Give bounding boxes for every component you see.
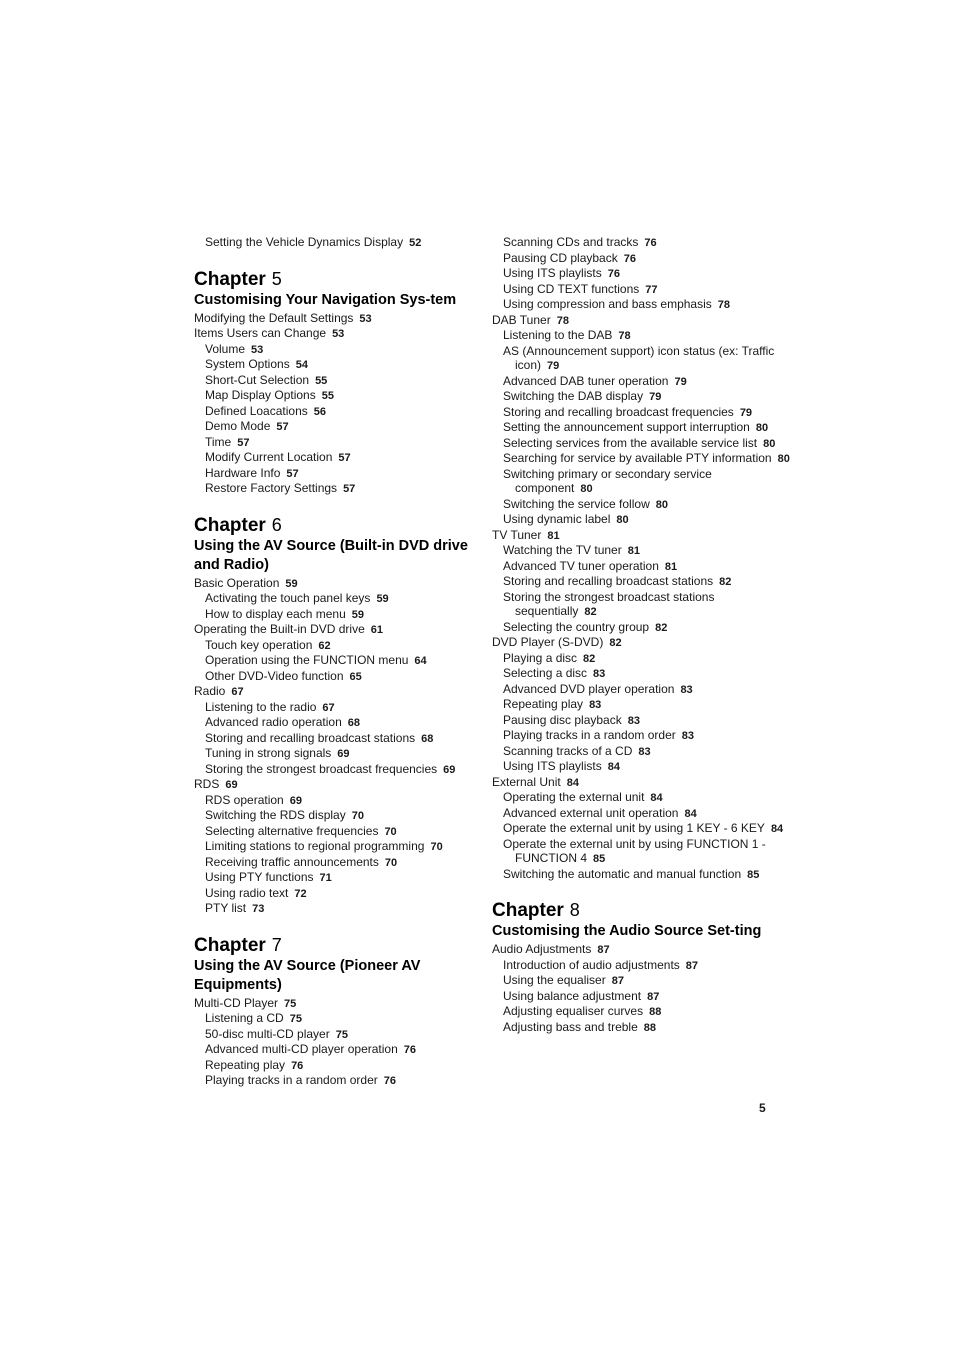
- toc-subsection-entry[interactable]: [492, 451, 792, 467]
- chapter-word: Chapter: [492, 900, 564, 921]
- toc-entry-label: Advanced TV tuner operation: [503, 558, 659, 573]
- toc-page-number: 77: [645, 283, 658, 296]
- toc-subsection-entry[interactable]: [194, 855, 494, 871]
- toc-page-number: 69: [289, 794, 302, 807]
- toc-entry-label: Storing the strongest broadcast stations sequentially: [503, 589, 715, 618]
- toc-page-number: 69: [337, 748, 350, 760]
- toc-entry-label: RDS: [194, 777, 220, 791]
- toc-subsection-entry[interactable]: [492, 266, 792, 282]
- toc-entry-label: Receiving traffic announcements: [205, 854, 379, 869]
- toc-subsection-entry[interactable]: [194, 669, 494, 685]
- toc-page-number: 75: [289, 1013, 302, 1025]
- toc-page-number: 81: [547, 529, 560, 542]
- toc-page-number: 73: [252, 903, 265, 915]
- toc-section-entry[interactable]: [492, 775, 792, 791]
- toc-subsection-entry[interactable]: [194, 808, 494, 824]
- toc-entry-label: Pausing disc playback: [503, 712, 622, 727]
- toc-entry-label: Using dynamic label: [503, 512, 611, 526]
- toc-page-number: 59: [351, 608, 364, 621]
- toc-page-number: 57: [343, 483, 356, 495]
- toc-page-number: 57: [276, 421, 289, 433]
- toc-subsection-entry[interactable]: [194, 793, 494, 809]
- toc-entry-label: Using ITS playlists: [503, 266, 602, 280]
- toc-subsection-entry[interactable]: [492, 559, 792, 575]
- toc-entry-label: Radio: [194, 684, 226, 698]
- toc-entry-label: PTY list: [205, 901, 247, 915]
- chapter-heading: [194, 268, 494, 291]
- toc-entry-label: How to display each menu: [205, 606, 346, 621]
- toc-subsection-entry[interactable]: [492, 282, 792, 298]
- toc-page-number: 72: [294, 887, 307, 900]
- toc-page-number: 56: [313, 405, 326, 418]
- toc-subsection-entry[interactable]: [194, 419, 494, 435]
- toc-page-number: 83: [593, 668, 606, 680]
- page-number: 5: [759, 1101, 766, 1115]
- toc-page-number: 67: [231, 686, 244, 698]
- toc-subsection-entry[interactable]: [492, 574, 792, 590]
- chapter-heading: [194, 514, 494, 537]
- toc-page-number: 79: [547, 360, 560, 372]
- toc-subsection-entry[interactable]: [492, 728, 792, 744]
- toc-subsection-entry[interactable]: [492, 989, 792, 1005]
- toc-subsection-entry[interactable]: [194, 481, 494, 497]
- toc-page-number: 82: [655, 621, 668, 634]
- toc-subsection-entry[interactable]: [492, 697, 792, 713]
- toc-entry-label: Listening to the radio: [205, 699, 317, 714]
- toc-entry-label: Switching the RDS display: [205, 808, 346, 822]
- toc-subsection-entry[interactable]: [194, 870, 494, 886]
- toc-page-number: 81: [627, 545, 640, 557]
- toc-entry-label: Introduction of audio adjustments: [503, 957, 680, 972]
- toc-entry-label: Switching the service follow: [503, 496, 650, 511]
- toc-subsection-entry[interactable]: [492, 837, 792, 867]
- toc-entry-label: Tuning in strong signals: [205, 746, 332, 760]
- toc-page-number: 54: [295, 359, 308, 371]
- toc-entry-label: Playing a disc: [503, 650, 578, 665]
- toc-subsection-entry[interactable]: [492, 297, 792, 313]
- toc-entry-label: Multi-CD Player: [194, 995, 279, 1010]
- toc-subsection-entry[interactable]: [492, 958, 792, 974]
- toc-page-number: 59: [285, 577, 298, 590]
- toc-subsection-entry[interactable]: [194, 638, 494, 654]
- chapter-number: 8: [569, 900, 580, 920]
- toc-page-number: 80: [777, 453, 790, 465]
- toc-entry-label: Listening to the DAB: [503, 328, 613, 342]
- toc-entry-label: Storing and recalling broadcast frequencies: [503, 404, 734, 419]
- toc-subsection-entry[interactable]: [492, 806, 792, 822]
- toc-entry-label: Advanced multi-CD player operation: [205, 1042, 398, 1056]
- toc-subsection-entry[interactable]: [194, 731, 494, 747]
- toc-entry-label: Items Users can Change: [194, 326, 327, 340]
- toc-subsection-entry[interactable]: [492, 590, 792, 620]
- toc-subsection-entry[interactable]: [194, 746, 494, 762]
- toc-entry-label: Scanning tracks of a CD: [503, 743, 633, 758]
- toc-section-entry[interactable]: [194, 777, 494, 793]
- toc-section-entry[interactable]: [492, 635, 792, 651]
- toc-page-number: 82: [583, 652, 596, 665]
- toc-page-number: 75: [335, 1028, 348, 1041]
- toc-page-number: 88: [643, 1021, 657, 1034]
- toc-subsection-entry[interactable]: [492, 512, 792, 528]
- toc-page-number: 84: [684, 807, 697, 820]
- toc-page-number: 70: [430, 841, 443, 853]
- toc-subsection-entry[interactable]: [194, 839, 494, 855]
- toc-entry-label: Modifying the Default Settings: [194, 310, 354, 325]
- toc-page-number: 76: [403, 1044, 417, 1056]
- toc-page-number: 80: [580, 483, 593, 495]
- toc-page-number: 84: [650, 792, 663, 804]
- toc-entry-label: Adjusting bass and treble: [503, 1019, 638, 1034]
- toc-subsection-entry[interactable]: [194, 1073, 494, 1089]
- chapter-spacer: [492, 882, 792, 899]
- toc-entry-label: AS (Announcement support) icon status (ex: Traffic icon): [503, 343, 775, 372]
- chapter-spacer: [194, 917, 494, 934]
- toc-subsection-entry[interactable]: [492, 420, 792, 436]
- chapter-word: Chapter: [194, 268, 266, 290]
- toc-subsection-entry[interactable]: [194, 715, 494, 731]
- toc-subsection-entry[interactable]: [194, 824, 494, 840]
- toc-subsection-entry[interactable]: [194, 1011, 494, 1027]
- toc-entry-label: Limiting stations to regional programming: [205, 839, 425, 853]
- toc-entry-label: Modify Current Location: [205, 450, 333, 464]
- toc-subsection-entry[interactable]: [194, 901, 494, 917]
- toc-subsection-entry[interactable]: [492, 436, 792, 452]
- toc-subsection-entry[interactable]: [492, 251, 792, 267]
- toc-page-number: 80: [763, 437, 776, 450]
- toc-entry-label: Using PTY functions: [205, 870, 314, 884]
- toc-subsection-entry[interactable]: [492, 744, 792, 760]
- toc-page-number: 83: [627, 714, 640, 727]
- toc-subsection-entry[interactable]: [194, 450, 494, 466]
- toc-subsection-entry[interactable]: [194, 373, 494, 389]
- toc-page-number: 55: [321, 390, 334, 402]
- toc-subsection-entry[interactable]: [194, 1027, 494, 1043]
- toc-subsection-entry[interactable]: [194, 886, 494, 902]
- toc-page-number: 82: [719, 576, 732, 588]
- toc-page-number: 85: [593, 853, 606, 865]
- toc-subsection-entry[interactable]: [194, 591, 494, 607]
- toc-page-number: 87: [611, 975, 624, 987]
- toc-page-number: 68: [347, 717, 361, 729]
- toc-page-number: 57: [338, 452, 351, 464]
- toc-entry-label: Basic Operation: [194, 575, 280, 590]
- toc-section-entry[interactable]: [492, 942, 792, 958]
- toc-entry-label: Selecting a disc: [503, 666, 588, 680]
- toc-right-column: [492, 235, 792, 1035]
- chapter-title: Using the AV Source (Pioneer AV Equipments): [194, 957, 421, 993]
- chapter-spacer: [194, 251, 494, 268]
- toc-page-number: 81: [664, 560, 678, 573]
- toc-entry-label: Setting the announcement support interruption: [503, 420, 750, 434]
- toc-subsection-entry[interactable]: [492, 651, 792, 667]
- toc-entry-label: Listening a CD: [205, 1011, 284, 1025]
- toc-subsection-entry[interactable]: [492, 759, 792, 775]
- toc-entry-label: Touch key operation: [205, 637, 313, 652]
- toc-subsection-entry[interactable]: [492, 666, 792, 682]
- toc-entry-label: DVD Player (S-DVD): [492, 635, 604, 649]
- toc-page-number: 65: [349, 670, 362, 683]
- toc-entry-label: Operate the external unit by using 1 KEY - 6 KEY: [503, 821, 765, 835]
- toc-entry-label: Storing the strongest broadcast frequencies: [205, 761, 438, 776]
- toc-page-number: 53: [251, 343, 264, 356]
- toc-subsection-entry[interactable]: [194, 466, 494, 482]
- toc-entry-label: TV Tuner: [492, 527, 542, 542]
- toc-entry-label: Selecting the country group: [503, 619, 650, 634]
- toc-subsection-entry[interactable]: [194, 342, 494, 358]
- toc-entry-label: Switching the automatic and manual function: [503, 866, 742, 881]
- toc-section-entry[interactable]: [194, 326, 494, 342]
- toc-entry-label: Scanning CDs and tracks: [503, 235, 639, 249]
- toc-page-number: 76: [383, 1075, 396, 1087]
- toc-page-number: 84: [770, 823, 784, 835]
- toc-subsection-entry[interactable]: [492, 1004, 792, 1020]
- toc-entry-label: External Unit: [492, 774, 561, 789]
- toc-subsection-entry[interactable]: [492, 405, 792, 421]
- toc-subsection-entry[interactable]: [492, 344, 792, 374]
- toc-page-number: 68: [421, 732, 434, 745]
- toc-page-number: 70: [384, 825, 397, 838]
- toc-entry-label: Switching the DAB display: [503, 389, 644, 403]
- toc-entry-label: Audio Adjustments: [492, 942, 592, 956]
- toc-page-number: 88: [649, 1006, 662, 1018]
- toc-entry-label: Map Display Options: [205, 388, 316, 402]
- toc-subsection-entry[interactable]: [492, 235, 792, 251]
- toc-entry-label: Repeating play: [205, 1057, 286, 1072]
- toc-entry-label: Defined Loacations: [205, 403, 308, 418]
- toc-entry-label: Activating the touch panel keys: [205, 591, 371, 605]
- toc-entry-label: DAB Tuner: [492, 312, 551, 327]
- toc-entry-label: Advanced DAB tuner operation: [503, 373, 669, 388]
- toc-page-number: 84: [566, 776, 579, 789]
- toc-section-entry[interactable]: [194, 311, 494, 327]
- chapter-number: 7: [271, 934, 282, 955]
- toc-entry-label: Selecting services from the available service list: [503, 435, 758, 450]
- toc-entry-label: Selecting alternative frequencies: [205, 823, 379, 838]
- toc-page-number: 53: [332, 328, 345, 340]
- toc-page-number: 87: [597, 944, 610, 956]
- toc-entry-label: Storing and recalling broadcast stations: [205, 730, 416, 745]
- toc-page-number: 79: [674, 375, 687, 388]
- toc-entry-label: Using radio text: [205, 885, 289, 900]
- toc-page-number: 83: [638, 745, 651, 758]
- toc-entry-label: Using the equaliser: [503, 973, 606, 987]
- toc-entry-label: Repeating play: [503, 697, 584, 711]
- toc-subsection-entry[interactable]: [492, 682, 792, 698]
- chapter-number: 5: [271, 268, 282, 289]
- toc-entry-label: Using compression and bass emphasis: [503, 297, 712, 311]
- toc-subsection-entry[interactable]: [194, 388, 494, 404]
- toc-subsection-entry[interactable]: [194, 653, 494, 669]
- toc-page-number: 52: [409, 237, 422, 249]
- chapter-word: Chapter: [194, 514, 266, 536]
- chapter-word: Chapter: [194, 934, 266, 956]
- toc-subsection-entry[interactable]: [194, 357, 494, 373]
- toc-subsection-entry[interactable]: [492, 713, 792, 729]
- toc-section-entry[interactable]: [194, 576, 494, 592]
- toc-left-column: [194, 235, 494, 1089]
- toc-subsection-entry[interactable]: [492, 973, 792, 989]
- toc-page-number: 78: [556, 314, 569, 327]
- toc-page-number: 83: [680, 683, 693, 696]
- toc-entry-label: Operating the Built-in DVD drive: [194, 622, 365, 636]
- chapter-title: Customising the Audio Source Set-ting: [492, 923, 762, 939]
- toc-entry-label: Hardware Info: [205, 465, 281, 480]
- toc-subsection-entry[interactable]: [194, 762, 494, 778]
- toc-entry-label: RDS operation: [205, 792, 284, 807]
- toc-page-number: 62: [318, 639, 331, 652]
- toc-subsection-entry[interactable]: [194, 435, 494, 451]
- toc-page-number: 61: [370, 624, 383, 636]
- toc-page-number: 83: [589, 699, 602, 711]
- chapter-number: 6: [271, 514, 282, 535]
- toc-subsection-entry[interactable]: [194, 1042, 494, 1058]
- toc-page-number: 79: [649, 391, 662, 403]
- toc-section-entry[interactable]: [492, 313, 792, 329]
- toc-page-number: 55: [315, 374, 328, 387]
- toc-entry-label: Short-Cut Selection: [205, 372, 310, 387]
- toc-entry-label: Other DVD-Video function: [205, 668, 344, 683]
- toc-section-entry[interactable]: [194, 684, 494, 700]
- toc-subsection-entry[interactable]: [492, 867, 792, 883]
- toc-entry-label: Pausing CD playback: [503, 250, 618, 265]
- toc-page-number: 82: [609, 637, 622, 649]
- toc-entry-label: System Options: [205, 357, 290, 371]
- toc-subsection-entry[interactable]: [194, 607, 494, 623]
- toc-subsection-entry[interactable]: [492, 467, 792, 497]
- toc-entry-label: Advanced radio operation: [205, 715, 342, 729]
- toc-section-entry[interactable]: [194, 622, 494, 638]
- toc-entry-label: Operating the external unit: [503, 790, 645, 804]
- toc-page-number: 64: [414, 655, 427, 667]
- toc-subsection-entry[interactable]: [194, 1058, 494, 1074]
- toc-page-number: 71: [319, 872, 332, 884]
- toc-subsection-entry[interactable]: [492, 497, 792, 513]
- toc-subsection-entry[interactable]: [492, 620, 792, 636]
- toc-page-number: 70: [351, 810, 364, 822]
- toc-entry-label: Using ITS playlists: [503, 759, 602, 773]
- toc-page-number: 76: [607, 268, 620, 280]
- toc-page-number: 82: [584, 606, 597, 618]
- toc-subsection-entry[interactable]: [492, 821, 792, 837]
- toc-entry-label: Playing tracks in a random order: [205, 1073, 378, 1087]
- toc-page-number: 76: [291, 1059, 304, 1072]
- toc-entry-label: Advanced external unit operation: [503, 805, 679, 820]
- toc-page-number: 78: [717, 299, 731, 311]
- toc-page-number: 80: [616, 514, 629, 526]
- toc-entry-label: Setting the Vehicle Dynamics Display: [205, 235, 404, 249]
- toc-page-number: 87: [685, 959, 699, 972]
- chapter-heading: [194, 934, 494, 957]
- toc-entry-label: Volume: [205, 341, 246, 356]
- toc-page-number: 69: [443, 763, 456, 776]
- toc-entry-label: Storing and recalling broadcast stations: [503, 574, 714, 588]
- toc-page-number: 59: [376, 593, 389, 605]
- toc-entry-label: 50-disc multi-CD player: [205, 1026, 330, 1041]
- toc-page-number: 67: [322, 701, 335, 714]
- toc-page-number: 53: [359, 312, 372, 325]
- toc-subsection-entry[interactable]: [492, 1020, 792, 1036]
- toc-entry-label: Advanced DVD player operation: [503, 681, 675, 696]
- toc-entry-label: Time: [205, 434, 232, 449]
- toc-entry-label: Using balance adjustment: [503, 988, 642, 1003]
- toc-entry-label: Adjusting equaliser curves: [503, 1004, 644, 1018]
- toc-page-number: 76: [623, 252, 636, 265]
- toc-entry-label: Restore Factory Settings: [205, 481, 338, 495]
- toc-entry-label: Operate the external unit by using FUNCTION 1 - FUNCTION 4: [503, 836, 766, 865]
- chapter-title: Customising Your Navigation Sys-tem: [194, 291, 457, 308]
- toc-page-number: 76: [644, 237, 657, 249]
- toc-page-number: 69: [225, 779, 238, 791]
- toc-subsection-entry[interactable]: [194, 235, 494, 251]
- toc-entry-label: Playing tracks in a random order: [503, 728, 676, 742]
- toc-subsection-entry[interactable]: [492, 389, 792, 405]
- toc-subsection-entry[interactable]: [194, 700, 494, 716]
- toc-page-number: 57: [237, 436, 250, 449]
- toc-section-entry[interactable]: [194, 996, 494, 1012]
- chapter-spacer: [194, 497, 494, 514]
- toc-subsection-entry[interactable]: [492, 790, 792, 806]
- toc-page-number: 80: [655, 498, 668, 511]
- chapter-heading: [492, 899, 792, 922]
- toc-page-number: 70: [384, 856, 398, 869]
- toc-section-entry[interactable]: [492, 528, 792, 544]
- toc-entry-label: Watching the TV tuner: [503, 543, 622, 557]
- toc-page-number: 80: [755, 422, 769, 434]
- toc-entry-label: Demo Mode: [205, 419, 271, 433]
- chapter-title: Using the AV Source (Built-in DVD drive and Radio): [194, 537, 468, 573]
- toc-page-number: 85: [747, 868, 760, 881]
- toc-entry-label: Searching for service by available PTY information: [503, 451, 772, 465]
- toc-subsection-entry[interactable]: [492, 328, 792, 344]
- toc-entry-label: Operation using the FUNCTION menu: [205, 653, 409, 667]
- toc-entry-label: Switching primary or secondary service component: [503, 466, 712, 495]
- toc-page-number: 78: [618, 330, 631, 342]
- toc-page-number: 87: [647, 990, 660, 1003]
- toc-subsection-entry[interactable]: [492, 374, 792, 390]
- toc-page-number: 57: [286, 467, 299, 480]
- toc-page-number: 83: [681, 730, 694, 742]
- toc-page-number: 79: [739, 406, 753, 419]
- toc-page-number: 75: [284, 997, 297, 1010]
- toc-page-number: 84: [607, 761, 620, 773]
- toc-entry-label: Using CD TEXT functions: [503, 281, 640, 296]
- toc-subsection-entry[interactable]: [194, 404, 494, 420]
- toc-subsection-entry[interactable]: [492, 543, 792, 559]
